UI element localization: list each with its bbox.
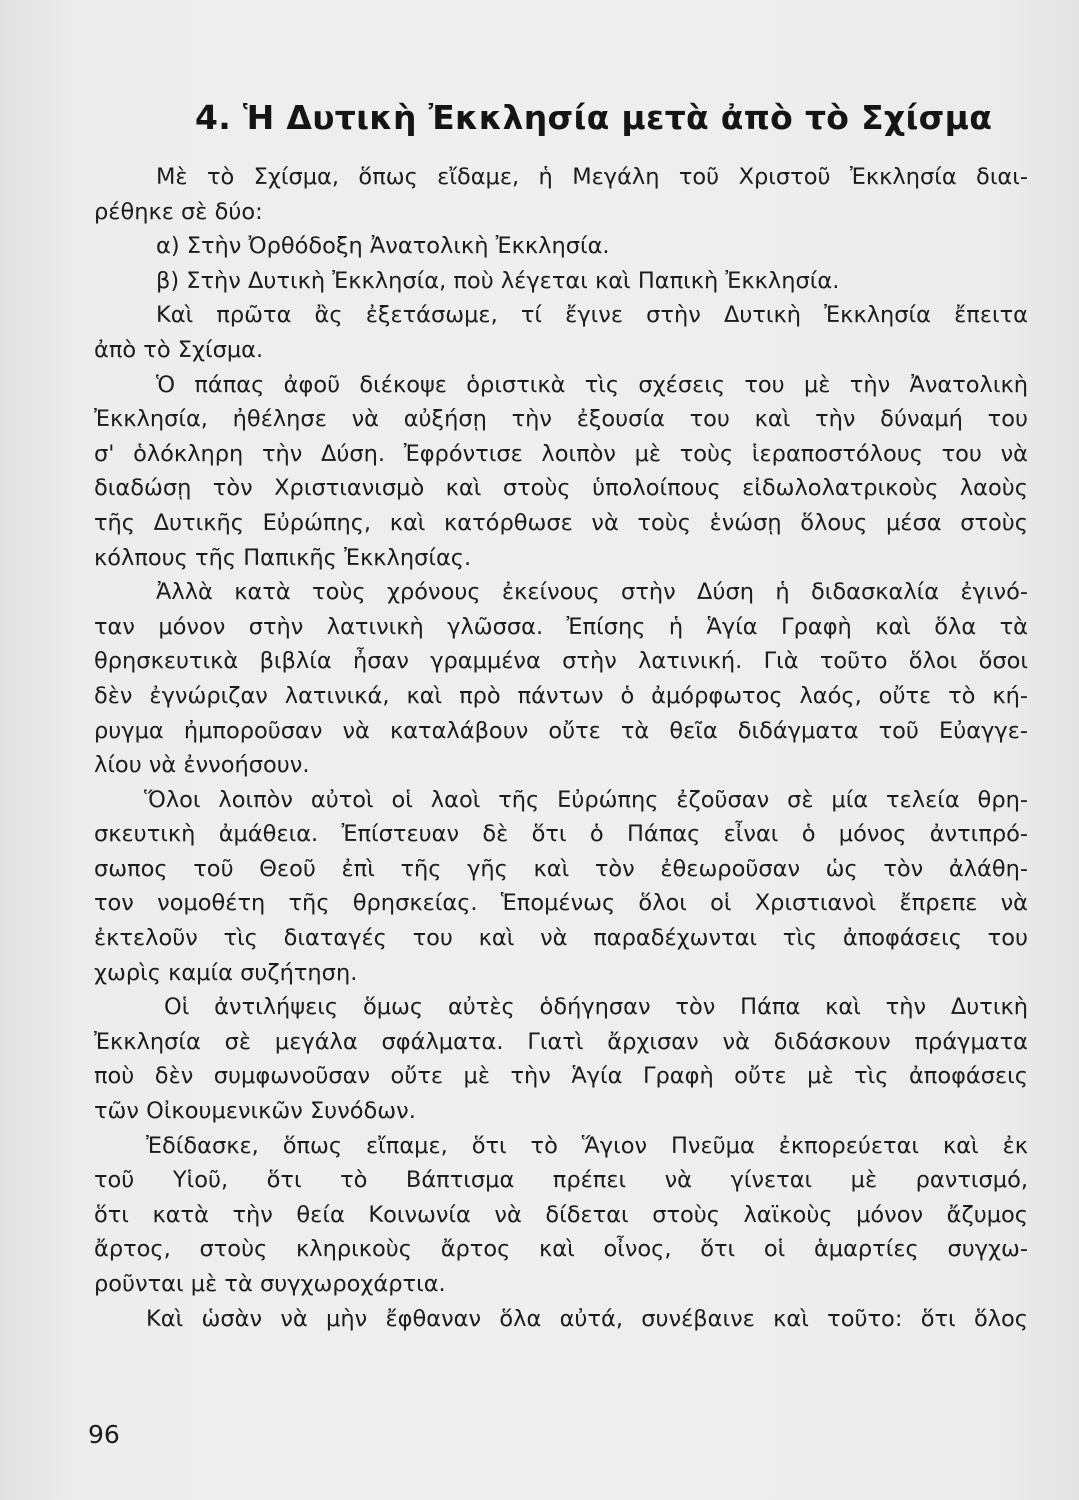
text-line: τῶν Οἰκουμενικῶν Συνόδων. xyxy=(94,1098,416,1125)
text-line: Οἱ ἀντιλήψεις ὅμως αὐτὲς ὁδήγησαν τὸν Πάπα καὶ τὴν Δυτικὴ xyxy=(164,994,1028,1021)
text-line: ποὺ δὲν συμφωνοῦσαν οὔτε μὲ τὴν Ἁγία Γραφὴ οὔτε μὲ τὶς ἀποφάσεις xyxy=(94,1063,1028,1090)
body-text xyxy=(94,160,1028,1336)
text-line: λίου νὰ ἐννοήσουν. xyxy=(94,752,310,779)
text-line: ἐκτελοῦν τὶς διαταγές του καὶ νὰ παραδέχωνται τὶς ἀποφάσεις του xyxy=(94,925,1028,952)
text-line: χωρὶς καμία συζήτηση. xyxy=(94,959,358,986)
text-line: σωπος τοῦ Θεοῦ ἐπὶ τῆς γῆς καὶ τὸν ἐθεωροῦσαν ὡς τὸν ἀλάθη- xyxy=(94,855,1028,882)
text-line: β) Στὴν Δυτικὴ Ἐκκλησία, ποὺ λέγεται καὶ Παπικὴ Ἐκκλησία. xyxy=(156,267,840,294)
text-line: Καὶ πρῶτα ἂς ἐξετάσωμε, τί ἔγινε στὴν Δυτικὴ Ἐκκλησία ἔπειτα xyxy=(156,302,1028,329)
text-line: διαδώσῃ τὸν Χριστιανισμὸ καὶ στοὺς ὑπολοίπους εἰδωλολατρικοὺς λαοὺς xyxy=(94,475,1028,502)
text-line: σ' ὁλόκληρη τὴν Δύση. Ἐφρόντισε λοιπὸν μὲ τοὺς ἱεραποστόλους του νὰ xyxy=(94,440,1028,467)
text-line: α) Στὴν Ὀρθόδοξη Ἀνατολικὴ Ἐκκλησία. xyxy=(156,233,610,260)
text-line: δὲν ἐγνώριζαν λατινικά, καὶ πρὸ πάντων ὁ ἀμόρφωτος λαός, οὔτε τὸ κή- xyxy=(94,682,1028,709)
text-line: Καὶ ὡσὰν νὰ μὴν ἔφθαναν ὅλα αὐτά, συνέβαινε καὶ τοῦτο: ὅτι ὅλος xyxy=(146,1305,1028,1332)
text-line: ρυγμα ἠμποροῦσαν νὰ καταλάβουν οὔτε τὰ θεῖα διδάγματα τοῦ Εὐαγγε- xyxy=(94,717,1028,744)
text-line: σκευτικὴ ἀμάθεια. Ἐπίστευαν δὲ ὅτι ὁ Πάπας εἶναι ὁ μόνος ἀντιπρό- xyxy=(94,821,1028,848)
text-line: Ἐκκλησία, ἠθέλησε νὰ αὐξήσῃ τὴν ἐξουσία του καὶ τὴν δύναμή του xyxy=(94,406,1028,433)
text-line: τον νομοθέτη τῆς θρησκείας. Ἑπομένως ὅλοι οἱ Χριστιανοὶ ἔπρεπε νὰ xyxy=(94,890,1028,917)
text-line: Ἐδίδασκε, ὅπως εἴπαμε, ὅτι τὸ Ἅγιον Πνεῦμα ἐκπορεύεται καὶ ἐκ xyxy=(146,1132,1028,1159)
text-line: τῆς Δυτικῆς Εὐρώπης, καὶ κατόρθωσε νὰ τοὺς ἑνώσῃ ὅλους μέσα στοὺς xyxy=(94,509,1028,536)
text-line: Μὲ τὸ Σχίσμα, ὅπως εἴδαμε, ἡ Μεγάλη τοῦ Χριστοῦ Ἐκκλησία διαι- xyxy=(156,164,1028,190)
section-heading: 4. Ἡ Δυτικὴ Ἐκκλησία μετὰ ἀπὸ τὸ Σχίσμα xyxy=(195,98,993,137)
text-line: ὅτι κατὰ τὴν θεία Κοινωνία νὰ δίδεται στοὺς λαϊκοὺς μόνον ἄζυμος xyxy=(94,1201,1028,1228)
text-line: κόλπους τῆς Παπικῆς Ἐκκλησίας. xyxy=(94,544,472,571)
text-line: ἄρτος, στοὺς κληρικοὺς ἄρτος καὶ οἶνος, ὅτι οἱ ἁμαρτίες συγχω- xyxy=(94,1236,1028,1263)
text-line: Ἐκκλησία σὲ μεγάλα σφάλματα. Γιατὶ ἄρχισαν νὰ διδάσκουν πράγματα xyxy=(94,1028,1028,1055)
text-line: Ὁ πάπας ἀφοῦ διέκοψε ὁριστικὰ τὶς σχέσεις του μὲ τὴν Ἀνατολικὴ xyxy=(156,371,1028,398)
page-number: 96 xyxy=(88,1420,120,1449)
text-line: Ὅλοι λοιπὸν αὐτοὶ οἱ λαοὶ τῆς Εὐρώπης ἐζοῦσαν σὲ μία τελεία θρη- xyxy=(144,786,1028,813)
text-line: Ἀλλὰ κατὰ τοὺς χρόνους ἐκείνους στὴν Δύση ἡ διδασκαλία ἐγινό- xyxy=(156,579,1028,606)
text-line: ἀπὸ τὸ Σχίσμα. xyxy=(94,336,264,363)
text-line: θρησκευτικὰ βιβλία ἦσαν γραμμένα στὴν λατινική. Γιὰ τοῦτο ὅλοι ὅσοι xyxy=(94,648,1028,675)
text-line: ρέθηκε σὲ δύο: xyxy=(94,198,263,225)
text-line: ροῦνται μὲ τὰ συγχωροχάρτια. xyxy=(94,1271,446,1297)
text-line: ταν μόνον στὴν λατινικὴ γλῶσσα. Ἐπίσης ἡ Ἁγία Γραφὴ καὶ ὅλα τὰ xyxy=(94,613,1028,640)
text-line: τοῦ Υἱοῦ, ὅτι τὸ Βάπτισμα πρέπει νὰ γίνεται μὲ ραντισμό, xyxy=(94,1167,1028,1194)
